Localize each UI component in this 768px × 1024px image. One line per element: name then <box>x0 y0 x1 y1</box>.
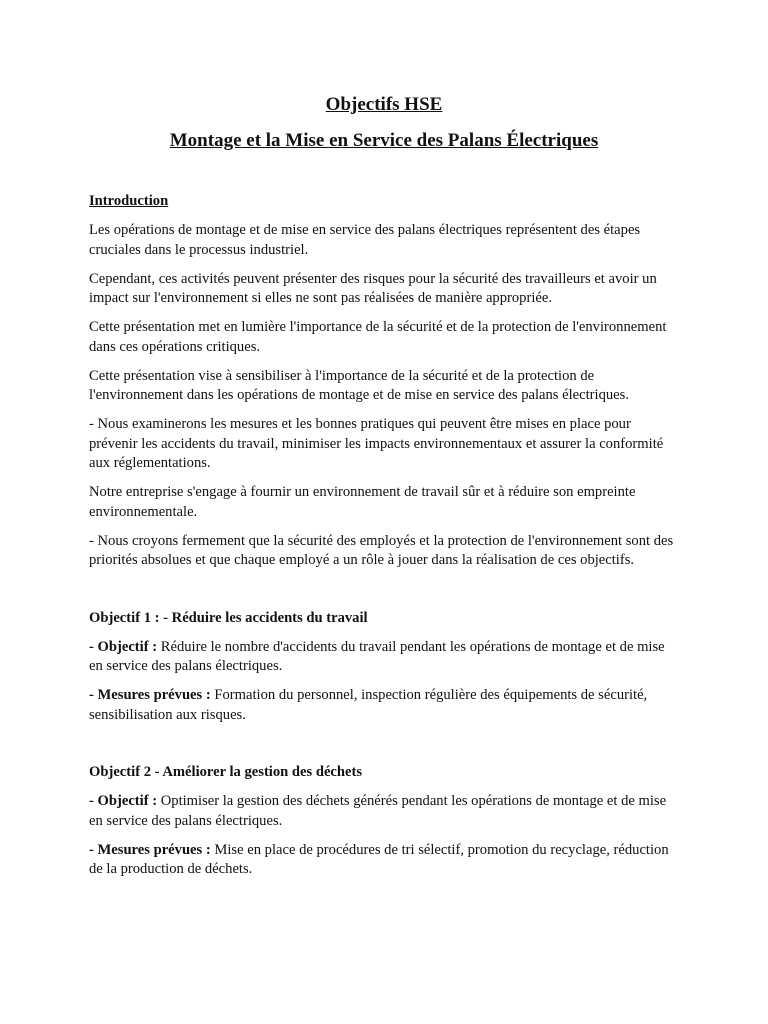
objective-heading: Objectif 2 - Améliorer la gestion des déchets <box>89 764 363 780</box>
intro-paragraph: Cette présentation met en lumière l'importance de la sécurité et de la protection de l'environnement dans ces opérations critiques. <box>89 319 667 355</box>
intro-paragraph: - Nous croyons fermement que la sécurité des employés et la protection de l'environnement sont des priorités absolues et que chaque employé a un rôle à jouer dans la réalisation de ces objectifs. <box>89 532 674 568</box>
intro-paragraph: Les opérations de montage et de mise en service des palans électriques représentent des étapes cruciales dans le processus industriel. <box>89 222 641 258</box>
introduction-section <box>89 192 681 571</box>
introduction-heading: Introduction <box>89 193 169 209</box>
measures-statement <box>89 841 681 880</box>
document-title: Objectifs HSE <box>325 94 443 115</box>
objective-statement <box>89 638 681 677</box>
objective-text: Optimiser la gestion des déchets générés pendant les opérations de montage et de mise en service des palans électriques. <box>89 793 667 829</box>
measures-text: Mise en place de procédures de tri sélectif, promotion du recyclage, réduction de la production de déchets. <box>89 841 669 877</box>
objective-statement <box>89 792 681 831</box>
objective-label: - Objectif : <box>89 793 158 809</box>
objective-heading: Objectif 1 : - Réduire les accidents du travail <box>89 609 368 626</box>
measures-text: Formation du personnel, inspection régulière des équipements de sécurité, sensibilisation aux risques. <box>89 687 648 723</box>
document-subtitle: Montage et la Mise en Service des Palans Électriques <box>169 130 599 151</box>
intro-paragraph: Notre entreprise s'engage à fournir un environnement de travail sûr et à réduire son empreinte environnementale. <box>89 484 636 520</box>
objective-text: Réduire le nombre d'accidents du travail pendant les opérations de montage et de mise en service des palans électriques. <box>89 638 665 674</box>
measures-statement <box>89 686 681 725</box>
measures-label: - Mesures prévues : <box>89 841 211 858</box>
document-body <box>89 192 681 889</box>
objective-2-section <box>89 763 681 880</box>
intro-paragraph: Cependant, ces activités peuvent présenter des risques pour la sécurité des travailleurs et avoir un impact sur l'environnement si elles ne sont pas réalisées de manière appropriée. <box>89 270 657 306</box>
objective-label: - Objectif : <box>89 638 158 655</box>
intro-paragraph: - Nous examinerons les mesures et les bonnes pratiques qui peuvent être mises en place pour prévenir les accidents du travail, minimiser les impacts environnementaux et assurer la conformité aux réglementations. <box>89 416 664 471</box>
objective-1-section <box>89 609 681 726</box>
measures-label: - Mesures prévues : <box>89 687 211 703</box>
intro-paragraph: Cette présentation vise à sensibiliser à l'importance de la sécurité et de la protection de l'environnement dans les opérations de montage et de mise en service des palans électriques. <box>89 367 629 403</box>
